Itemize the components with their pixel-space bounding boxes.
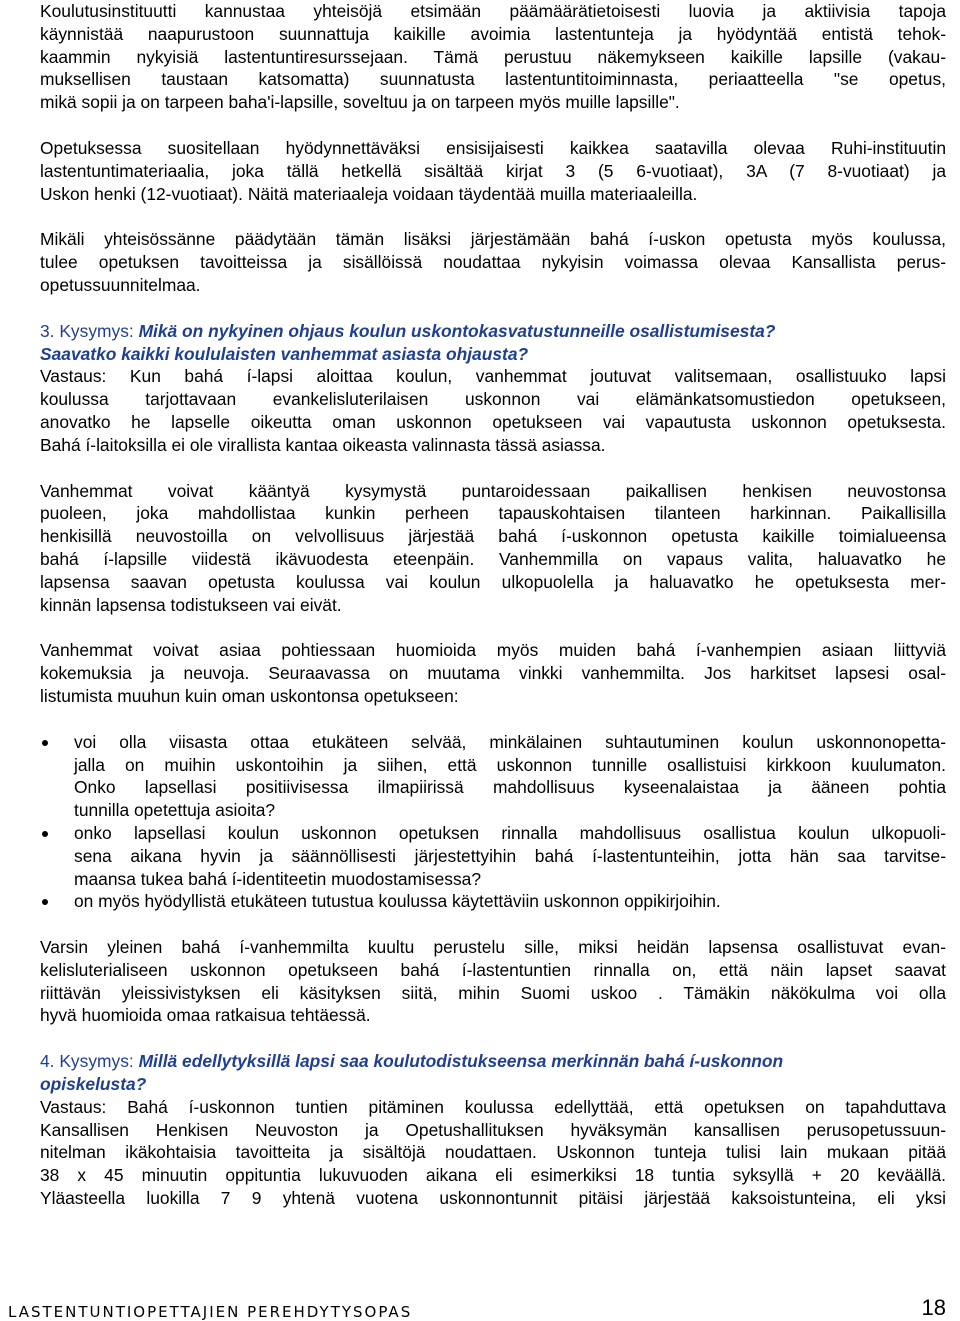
text-line: kelisluterialiseen uskonnon opetukseen bahá í-lastentuntien rinnalla on, että näin lapset saavat — [40, 959, 946, 980]
text-line: lapsensa saavan opetusta koulussa vai koulun ulkopuolella ja haluavatko he opetuksesta mer- — [40, 571, 946, 592]
text-line: lastentuntimateriaalia, joka tällä hetkellä sisältää kirjat 3 (5 6-vuotiaat), 3A (7 8-vuotiaat) ja — [40, 160, 946, 181]
text-line: sena aikana hyvin ja säännöllisesti järjestettyihin bahá í-lastentunteihin, jotta hän saa tarvitse- — [74, 845, 946, 866]
text-line: 38 x 45 minuutin oppituntia lukuvuoden aikana eli esimerkiksi 18 tuntia syksyllä + 20 keväällä. — [40, 1165, 946, 1186]
page-footer — [8, 1297, 946, 1321]
list-item — [40, 890, 946, 913]
text-line: Vastaus: Kun bahá í-lapsi aloittaa koulun, vanhemmat joutuvat valitsemaan, osallistuuko lapsi — [40, 366, 946, 387]
bullet-icon — [42, 899, 48, 905]
text-line: puoleen, joka mahdollistaa kunkin perheen tapauskohtaisen tilanteen harkinnan. Paikallisilla — [40, 503, 946, 524]
text-line: anovatko he lapselle oikeutta oman uskonnon opetukseen vai vapautusta uskonnon opetuksesta. — [40, 411, 946, 432]
question-3-heading — [40, 320, 946, 366]
text-line: henkisillä neuvostoilla on velvollisuus järjestää bahá í-uskonnon opetusta kaikille toimialueensa — [40, 526, 946, 547]
list-item — [40, 731, 946, 822]
bullet-icon — [42, 831, 48, 837]
paragraph-answer-4 — [40, 1096, 946, 1210]
question-4-heading — [40, 1050, 946, 1096]
text-line: Bahá í-laitoksilla ei ole virallista kantaa oikeasta valinnasta tässä asiassa. — [40, 434, 606, 455]
text-line: Vanhemmat voivat kääntyä kysymystä puntaroidessaan paikallisen henkisen neuvostonsa — [40, 480, 946, 501]
page-number: 18 — [921, 1295, 946, 1320]
text-line: Vanhemmat voivat asiaa pohtiessaan huomioida myös muiden bahá í-vanhempien asiaan liittyviä — [40, 640, 946, 661]
text-line: muksellisen taustaan katsomatta) suunnatusta lastentuntitoiminnasta, periaatteella "se opetus, — [40, 69, 946, 90]
paragraph-common-reasoning — [40, 936, 946, 1027]
text-line: mikä sopii ja on tarpeen baha'i-lapsille, soveltuu ja on tarpeen myös muille lapsille". — [40, 92, 680, 113]
text-line: Yläasteella luokilla 7 9 yhtenä vuotena uskonnontunnit pitäisi järjestää kaksoistunteina, eli yksi — [40, 1188, 946, 1209]
question-4-prefix: 4. Kysymys: — [40, 1051, 139, 1072]
text-line: voi olla viisasta ottaa etukäteen selvää, minkälainen suhtautuminen koulun uskonnonopetta- — [74, 731, 946, 752]
list-item — [40, 822, 946, 890]
bullet-icon — [42, 740, 48, 746]
text-line: onko lapsellasi koulun uskonnon opetuksen rinnalla mahdollisuus osallistua koulun ulkopuoli- — [74, 822, 946, 843]
text-line: Kansallisen Henkisen Neuvoston ja Opetushallituksen hyväksymän kansallisen perusopetussuun- — [40, 1119, 946, 1140]
text-line: kokemuksia ja neuvoja. Seuraavassa on muutama vinkki vanhemmilta. Jos harkitset lapsesi osal- — [40, 663, 946, 684]
text-line: jalla on muihin uskontoihin ja siihen, että uskonnon tunnille osallistuisi kirkkoon kuulumaton. — [74, 754, 946, 775]
text-line: listumista muuhun kuin oman uskontonsa opetukseen: — [40, 685, 459, 706]
paragraph-parents-tips — [40, 639, 946, 707]
text-line: Koulutusinstituutti kannustaa yhteisöjä etsimään päämäärätietoisesti luovia ja aktiivisia tapoja — [40, 1, 946, 21]
page-body — [40, 0, 946, 1210]
text-line: koulussa tarjottavaan evankelisluterilaisen uskonnon vai elämänkatsomustiedon opetukseen, — [40, 389, 946, 410]
text-line: tulee opetuksen tavoitteissa ja sisällöissä noudattaa nykyisin voimassa olevaa Kansallista perus- — [40, 252, 946, 273]
text-line: riittävän yleissivistyksen eli käsityksen siitä, mihin Suomi uskoo . Tämäkin näkökulma voi olla — [40, 982, 946, 1003]
text-line: nitelman ikäkohtaisia tavoitteita ja sisältöjä noudattaen. Uskonnon tunteja tulisi lain mukaan pitää — [40, 1142, 946, 1163]
text-line: Opetuksessa suositellaan hyödynnettäväksi ensisijaisesti kaikkea saatavilla olevaa Ruhi-instituutin — [40, 137, 946, 158]
text-line: kaammin nykyisiä lastentuntiresurssejaan. Tämä perustuu näkemykseen kaikille lapsille (vakau- — [40, 46, 946, 67]
text-line: Mikäli yhteisössänne päädytään tämän lisäksi järjestämään bahá í-uskon opetusta myös koulussa, — [40, 229, 946, 250]
text-line: hyvä huomioida omaa ratkaisua tehtäessä. — [40, 1005, 371, 1026]
text-line: Varsin yleinen bahá í-vanhemmilta kuultu perustelu sille, miksi heidän lapsensa osallistuvat evan- — [40, 937, 946, 958]
text-line: on myös hyödyllistä etukäteen tutustua koulussa käytettäviin uskonnon oppikirjoihin. — [74, 891, 721, 912]
text-line: Onko lapsellasi positiivisessa ilmapiirissä mahdollisuus kyseenalaistaa ja ääneen pohtia — [74, 777, 946, 798]
question-3-text-cont: Saavatko kaikki koululaisten vanhemmat asiasta ohjausta? — [40, 343, 529, 364]
question-3-prefix: 3. Kysymys: — [40, 320, 139, 341]
text-line: kinnän lapsensa todistukseen vai eivät. — [40, 594, 342, 615]
paragraph-answer-3 — [40, 365, 946, 456]
text-line: bahá í-lapsille viidestä ikävuodesta eteenpäin. Vanhemmilla on vapaus valita, haluavatko he — [40, 548, 946, 569]
text-line: käynnistää naapurustoon suunnattuja kaikille avoimia lastentunteja ja hyödyntää entistä tehok- — [40, 23, 946, 44]
question-4-text: Millä edellytyksillä lapsi saa koulutodistukseensa merkinnän bahá í-uskonnon — [138, 1051, 784, 1072]
footer-title: LASTENTUNTIOPETTAJIEN PEREHDYTYSOPAS — [8, 1303, 413, 1321]
question-3-text: Mikä on nykyinen ohjaus koulun uskontokasvatustunneille osallistumisesta? — [138, 320, 776, 341]
tips-list — [40, 731, 946, 913]
paragraph-parents-council — [40, 480, 946, 617]
paragraph-materials — [40, 137, 946, 205]
paragraph-school-teaching — [40, 228, 946, 296]
text-line: tunnilla opetettuja asioita? — [74, 800, 276, 821]
text-line: maansa tukea bahá í-identiteetin muodostamisessa? — [74, 868, 481, 889]
text-line: Uskon henki (12-vuotiaat). Näitä materiaaleja voidaan täydentää muilla materiaaleilla. — [40, 183, 698, 204]
paragraph-intro — [40, 0, 946, 114]
text-line: Vastaus: Bahá í-uskonnon tuntien pitäminen koulussa edellyttää, että opetuksen on tapahduttava — [40, 1096, 946, 1117]
text-line: opetussuunnitelmaa. — [40, 274, 201, 295]
question-4-text-cont: opiskelusta? — [40, 1074, 147, 1095]
